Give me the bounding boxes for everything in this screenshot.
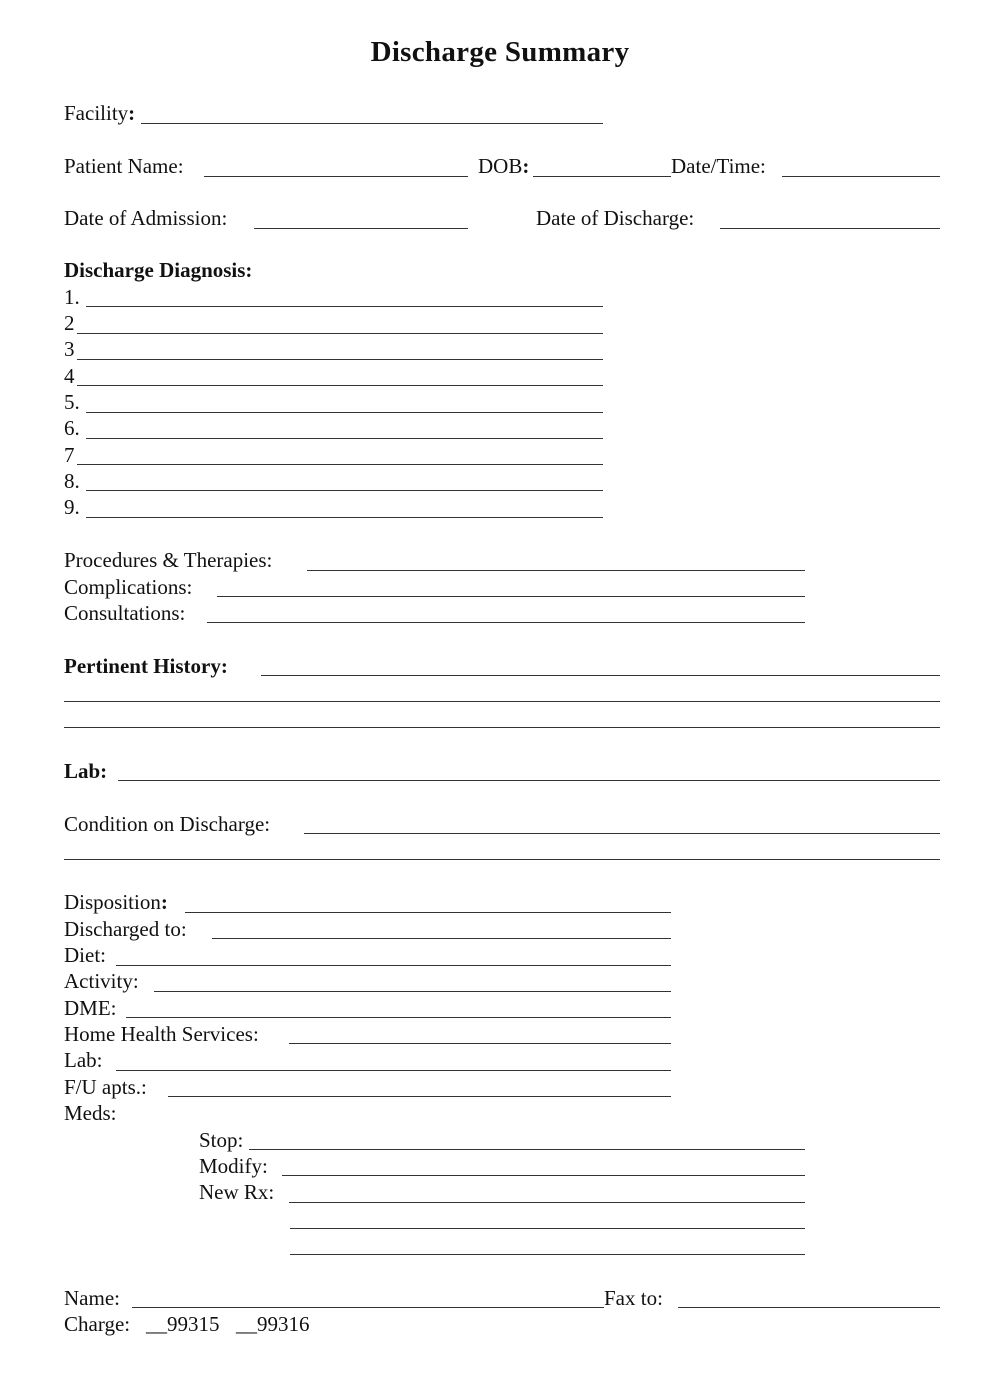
pertinent-history-field[interactable]: [261, 675, 940, 676]
consultations-label: Consultations:: [64, 601, 186, 625]
activity-label: Activity:: [64, 969, 139, 993]
complications-label: Complications:: [64, 575, 193, 599]
diagnosis-field[interactable]: [86, 412, 603, 413]
facility-field[interactable]: [141, 123, 603, 124]
name-label: Name:: [64, 1286, 120, 1310]
diagnosis-number: 9.: [64, 495, 80, 519]
diagnosis-field[interactable]: [77, 464, 603, 465]
pertinent-history-label: Pertinent History:: [64, 654, 228, 678]
condition-line-2[interactable]: [64, 859, 940, 860]
name-field[interactable]: [132, 1307, 604, 1308]
patient-name-field[interactable]: [204, 176, 468, 177]
lab2-field[interactable]: [116, 1070, 671, 1071]
date-of-discharge-label: Date of Discharge:: [536, 206, 695, 230]
date-of-discharge-field[interactable]: [720, 228, 940, 229]
pertinent-history-line-3[interactable]: [64, 727, 940, 728]
diagnosis-number: 8.: [64, 469, 80, 493]
new-rx-line-3[interactable]: [290, 1254, 805, 1255]
condition-field[interactable]: [304, 833, 940, 834]
pertinent-history-line-2[interactable]: [64, 701, 940, 702]
dob-field[interactable]: [533, 176, 671, 177]
new-rx-field[interactable]: [289, 1202, 805, 1203]
charge-code-99315[interactable]: __99315: [146, 1312, 220, 1336]
lab-field[interactable]: [118, 780, 940, 781]
disposition-field[interactable]: [185, 912, 671, 913]
meds-label: Meds:: [64, 1101, 117, 1125]
discharged-to-label: Discharged to:: [64, 917, 187, 941]
facility-label-text: Facility: [64, 101, 129, 125]
diagnosis-number: 3: [64, 337, 75, 361]
fax-label: Fax to:: [604, 1286, 663, 1310]
diagnosis-field[interactable]: [77, 359, 603, 360]
date-of-admission-label: Date of Admission:: [64, 206, 228, 230]
date-time-field[interactable]: [782, 176, 940, 177]
diagnosis-field[interactable]: [77, 385, 603, 386]
modify-field[interactable]: [282, 1175, 805, 1176]
home-health-label: Home Health Services:: [64, 1022, 259, 1046]
charge-code-99316[interactable]: __99316: [236, 1312, 310, 1336]
diagnosis-field[interactable]: [86, 490, 603, 491]
home-health-field[interactable]: [289, 1043, 671, 1044]
diet-field[interactable]: [116, 965, 671, 966]
disposition-label-colon: :: [160, 890, 168, 914]
dme-field[interactable]: [126, 1017, 671, 1018]
disposition-label-text: Disposition: [64, 890, 161, 914]
patient-name-label: Patient Name:: [64, 154, 184, 178]
diagnosis-field[interactable]: [86, 517, 603, 518]
consultations-field[interactable]: [207, 622, 805, 623]
diagnosis-field[interactable]: [86, 306, 603, 307]
dme-label: DME:: [64, 996, 117, 1020]
complications-field[interactable]: [217, 596, 805, 597]
diagnosis-number: 2: [64, 311, 75, 335]
diagnosis-number: 5.: [64, 390, 80, 414]
new-rx-label: New Rx:: [199, 1180, 275, 1204]
discharge-diagnosis-heading: Discharge Diagnosis:: [64, 258, 253, 282]
lab2-label: Lab:: [64, 1048, 103, 1072]
procedures-field[interactable]: [307, 570, 805, 571]
diet-label: Diet:: [64, 943, 106, 967]
procedures-label: Procedures & Therapies:: [64, 548, 273, 572]
facility-label: [64, 101, 135, 125]
stop-field[interactable]: [249, 1149, 805, 1150]
activity-field[interactable]: [154, 991, 671, 992]
diagnosis-number: 1.: [64, 285, 80, 309]
dob-label: [478, 154, 529, 178]
fu-field[interactable]: [168, 1096, 671, 1097]
modify-label: Modify:: [199, 1154, 268, 1178]
diagnosis-field[interactable]: [86, 438, 603, 439]
date-time-label: Date/Time:: [671, 154, 766, 178]
fax-field[interactable]: [678, 1307, 940, 1308]
charge-label: Charge:: [64, 1312, 131, 1336]
fu-label: F/U apts.:: [64, 1075, 147, 1099]
discharged-to-field[interactable]: [212, 938, 671, 939]
diagnosis-number: 4: [64, 364, 75, 388]
new-rx-line-2[interactable]: [290, 1228, 805, 1229]
dob-label-text: DOB: [478, 154, 523, 178]
condition-label: Condition on Discharge:: [64, 812, 271, 836]
disposition-label: [64, 890, 168, 914]
date-of-admission-field[interactable]: [254, 228, 468, 229]
dob-label-colon: :: [522, 154, 530, 178]
facility-label-colon: :: [128, 101, 136, 125]
page-title: Discharge Summary: [370, 36, 630, 68]
diagnosis-number: 7: [64, 443, 75, 467]
diagnosis-number: 6.: [64, 416, 80, 440]
stop-label: Stop:: [199, 1128, 244, 1152]
lab-heading: Lab:: [64, 759, 108, 783]
diagnosis-field[interactable]: [77, 333, 603, 334]
